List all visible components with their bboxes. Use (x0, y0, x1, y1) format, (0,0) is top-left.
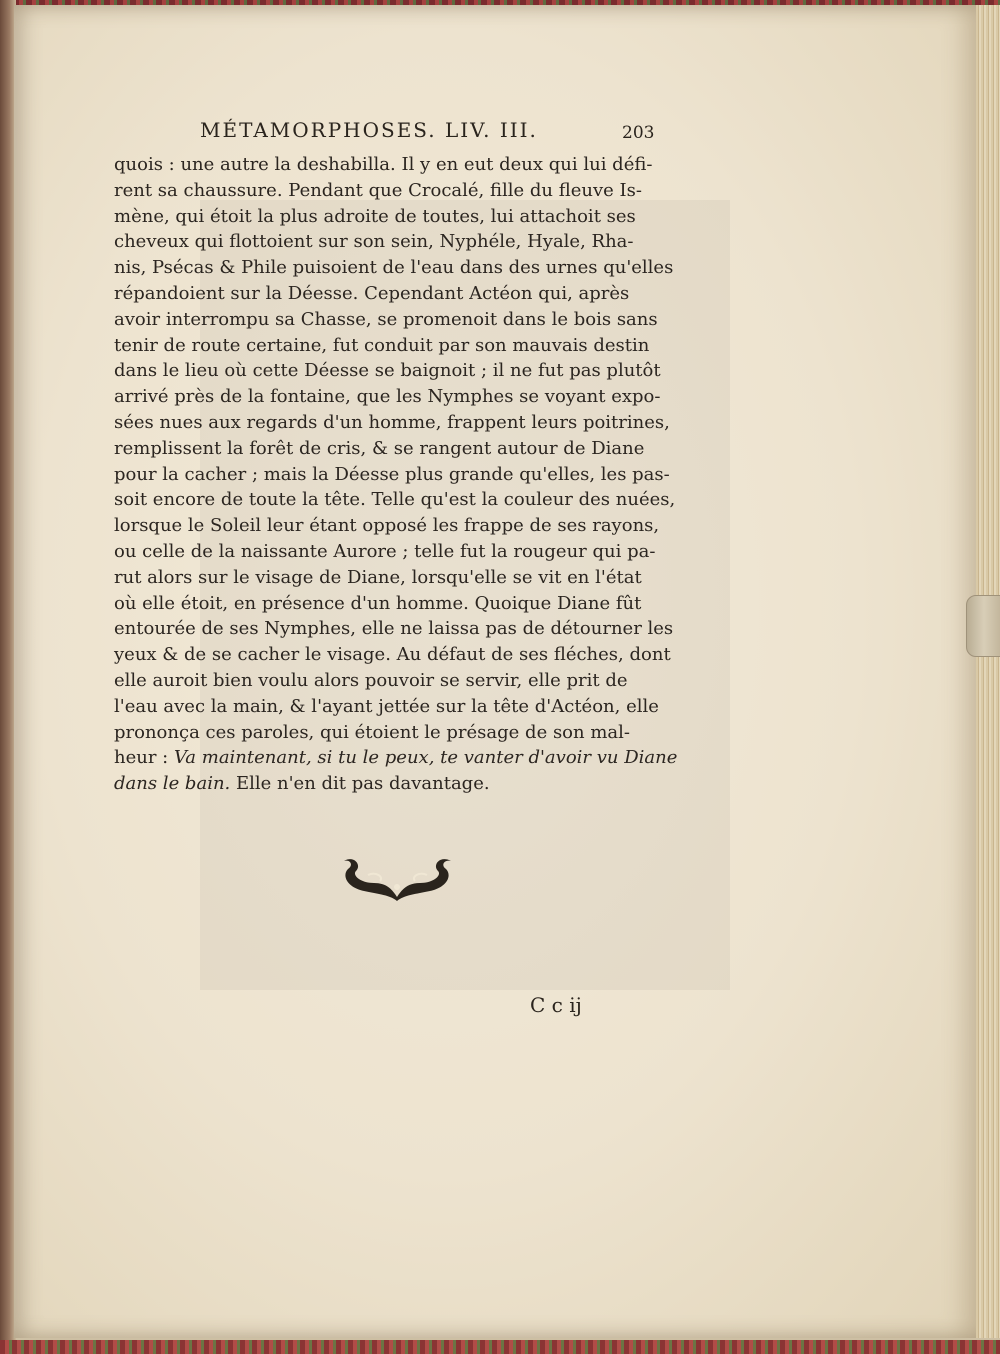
running-head (200, 118, 670, 148)
text-line: remplissent la forêt de cris, & se rangent autour de Diane (114, 437, 645, 459)
text-line: nis, Psécas & Phile puisoient de l'eau dans des urnes qu'elles (114, 257, 674, 279)
text-line: quois : une autre la deshabilla. Il y en eut deux qui lui défi- (114, 154, 653, 175)
page-number: 203 (622, 123, 655, 143)
text-italic: Va maintenant, si tu le peux, te vanter d'avoir vu Diane (173, 747, 678, 769)
body-text (114, 152, 678, 797)
text-line: répandoient sur la Déesse. Cependant Actéon qui, après (114, 282, 630, 304)
fleuron-ornament (340, 853, 455, 903)
text-line: pour la cacher ; mais la Déesse plus grande qu'elles, les pas- (114, 463, 670, 485)
text-line: où elle étoit, en présence d'un homme. Quoique Diane fût (114, 592, 642, 614)
text-line: avoir interrompu sa Chasse, se promenoit dans le bois sans (114, 308, 658, 330)
page-fore-edge (976, 5, 1000, 1338)
page-tab-marker (966, 595, 1000, 657)
text-line: ou celle de la naissante Aurore ; telle fut la rougeur qui pa- (114, 540, 656, 562)
text-roman: Elle n'en dit pas davantage. (230, 773, 490, 795)
text-line: rut alors sur le visage de Diane, lorsqu'elle se vit en l'état (114, 566, 642, 588)
text-line (114, 745, 678, 771)
text-line (114, 771, 674, 797)
text-roman: heur : (114, 747, 174, 769)
text-line: elle auroit bien voulu alors pouvoir se servir, elle prit de (114, 669, 628, 691)
signature-mark: C c ij (530, 993, 582, 1017)
text-line: sées nues aux regards d'un homme, frappent leurs poitrines, (114, 411, 670, 433)
running-title: MÉTAMORPHOSES. LIV. III. (200, 118, 538, 142)
text-line: arrivé près de la fontaine, que les Nymphes se voyant expo- (114, 386, 661, 408)
text-line: l'eau avec la main, & l'ayant jettée sur la tête d'Actéon, elle (114, 695, 659, 717)
text-line: rent sa chaussure. Pendant que Crocalé, fille du fleuve Is- (114, 179, 642, 201)
binding-bottom-edge (0, 1340, 1000, 1354)
text-line: cheveux qui flottoient sur son sein, Nyphéle, Hyale, Rha- (114, 231, 634, 253)
text-line: entourée de ses Nymphes, elle ne laissa pas de détourner les (114, 618, 674, 640)
text-line: soit encore de toute la tête. Telle qu'est la couleur des nuées, (114, 489, 676, 511)
text-line: prononça ces paroles, qui étoient le présage de son mal- (114, 721, 630, 743)
text-line: mène, qui étoit la plus adroite de toutes, lui attachoit ses (114, 205, 636, 227)
text-italic: dans le bain. (114, 773, 231, 795)
text-line: dans le lieu où cette Déesse se baignoit ; il ne fut pas plutôt (114, 360, 661, 382)
text-line: tenir de route certaine, fut conduit par son mauvais destin (114, 334, 650, 356)
text-line: yeux & de se cacher le visage. Au défaut de ses fléches, dont (114, 644, 671, 666)
text-line: lorsque le Soleil leur étant opposé les frappe de ses rayons, (114, 515, 660, 537)
